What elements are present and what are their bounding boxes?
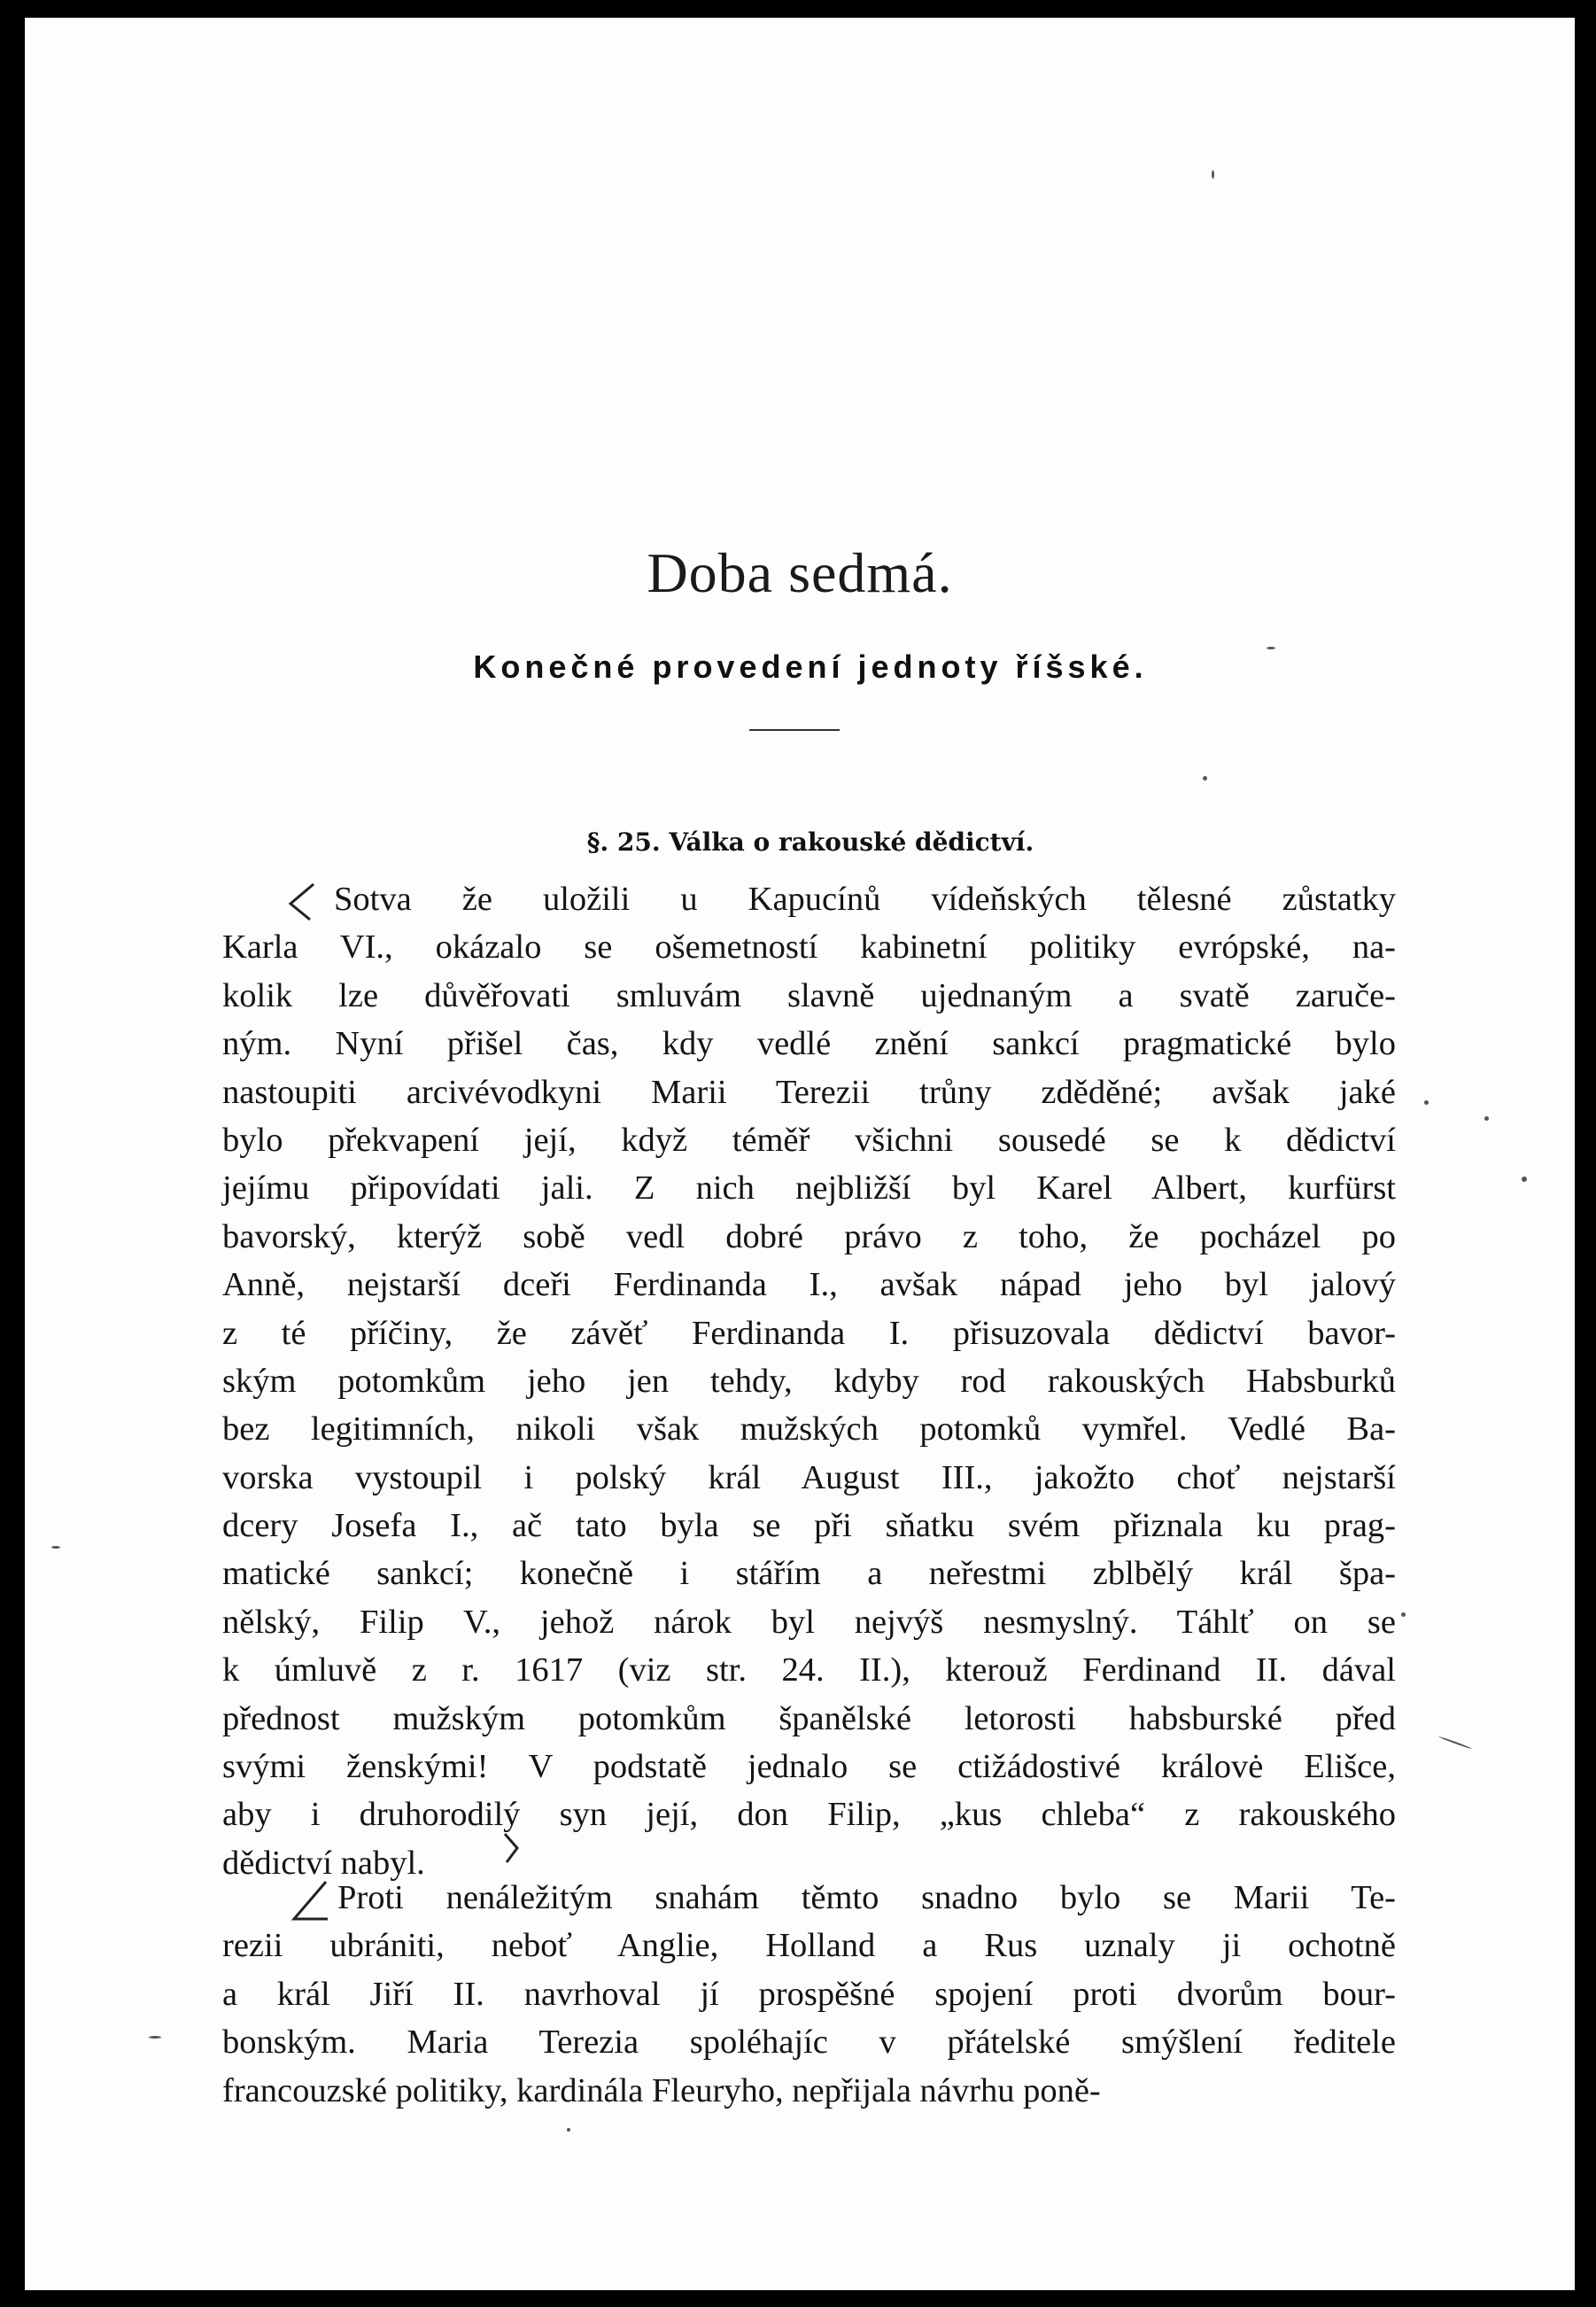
scan-speck xyxy=(1424,1100,1429,1105)
title-divider xyxy=(749,729,840,731)
text-line: bez legitimních, nikoli však mužských potomků vymřel. Vedlé Ba- xyxy=(222,1410,1396,1449)
text-line: ným. Nyní přišel čas, kdy vedlé znění sankcí pragmatické bylo xyxy=(222,1025,1396,1063)
book-page xyxy=(25,18,1575,2290)
text-line: bylo překvapení její, když téměř všichni sousedé se k dědictví xyxy=(222,1121,1396,1159)
chapter-subtitle: Konečné provedení jednoty říšské. xyxy=(473,649,1148,685)
section-heading: §. 25. Válka o rakouské dědictví. xyxy=(586,827,1034,857)
text-line: rezii ubrániti, neboť Anglie, Holland a Rus uznaly ji ochotně xyxy=(222,1927,1396,1965)
scan-speck xyxy=(149,2036,161,2039)
scan-speck xyxy=(1438,1736,1472,1750)
text-line: ským potomkům jeho jen tehdy, kdyby rod rakouských Habsburků xyxy=(222,1362,1396,1400)
text-line: bonským. Maria Terezia spoléhajíc v přátelské smýšlení ředitele xyxy=(222,2023,1396,2062)
scan-speck xyxy=(51,1546,60,1549)
text-line: svými ženskými! V podstatě jednalo se ctižádostivé královė Elišce, xyxy=(222,1748,1396,1786)
text-line: matické sankcí; konečně i stářím a neřestmi zblbělý král špa- xyxy=(222,1555,1396,1593)
text-line: přednost mužským potomkům španělské letorosti habsburské před xyxy=(222,1699,1396,1737)
text-line: dědictví nabyl. xyxy=(222,1844,425,1882)
text-line: bavorský, kterýž sobě vedl dobré právo z toho, že pocházel po xyxy=(222,1217,1396,1255)
scan-speck xyxy=(1267,647,1275,649)
chapter-title: Doba sedmá. xyxy=(647,541,953,604)
text-line: Sotva že uložili u Kapucínů vídeňských tělesné zůstatky xyxy=(334,881,1396,918)
text-line: a král Jiří II. navrhoval jí prospěšné spojení proti dvorům bour- xyxy=(222,1975,1396,2013)
text-line: z té příčiny, že závěť Ferdinanda I. přisuzovala dědictví bavor- xyxy=(222,1314,1396,1352)
scan-speck xyxy=(1401,1612,1406,1617)
text-line: Karla VI., okázalo se ošemetností kabinetní politiky evrópské, na- xyxy=(222,928,1396,967)
text-line: nělský, Filip V., jehož nárok byl nejvýš nesmyslný. Táhlť on se xyxy=(222,1603,1396,1641)
scan-speck xyxy=(1203,776,1207,781)
close-bracket-mark xyxy=(496,1827,528,1869)
text-line: dcery Josefa I., ač tato byla se při sňatku svém přiznala ku prag- xyxy=(222,1507,1396,1545)
scan-speck xyxy=(1212,170,1214,179)
scan-speck xyxy=(567,2128,570,2132)
paragraph-2 xyxy=(222,1874,1396,2115)
text-line: Proti nenáležitým snahám těmto snadno bylo se Marii Te- xyxy=(337,1879,1396,1916)
text-line: francouzské politiky, kardinála Fleuryho, nepřijala návrhu poně- xyxy=(222,2071,1101,2109)
text-line: k úmluvě z r. 1617 (viz str. 24. II.), kterouž Ferdinand II. dával xyxy=(222,1651,1396,1689)
text-line: jejímu připovídati jali. Z nich nejbližší byl Karel Albert, kurfürst xyxy=(222,1169,1396,1208)
text-line: vorska vystoupil i polský král August III., jakožto choť nejstarší xyxy=(222,1458,1396,1496)
text-line: kolik lze důvěřovati smluvám slavně ujednaným a svatě zaruče- xyxy=(222,976,1396,1014)
paragraph-1 xyxy=(222,875,1396,1887)
text-line: aby i druhorodilý syn její, don Filip, „kus chleba“ z rakouského xyxy=(222,1796,1396,1834)
open-bracket-mark-2 xyxy=(287,1875,331,1926)
open-bracket-mark xyxy=(283,875,319,928)
text-line: Anně, nejstarší dceři Ferdinanda I., avšak nápad jeho byl jalový xyxy=(222,1266,1396,1304)
scan-speck xyxy=(1522,1177,1527,1182)
text-line: nastoupiti arcivévodkyni Marii Terezii trůny zděděné; avšak jaké xyxy=(222,1073,1396,1111)
scan-speck xyxy=(1484,1116,1489,1121)
